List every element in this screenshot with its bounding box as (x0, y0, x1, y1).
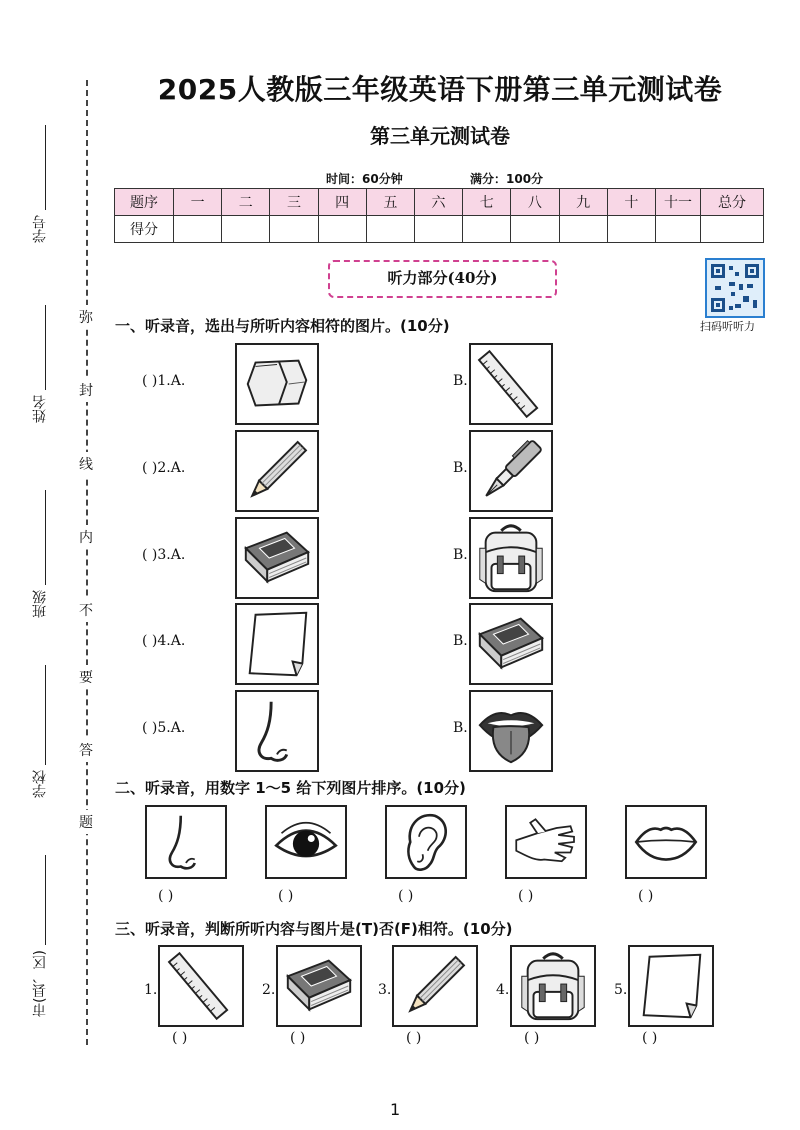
answer-blank[interactable]: ( ) (524, 1030, 540, 1046)
book-icon (471, 605, 551, 683)
score-table-cell: 六 (414, 189, 462, 216)
option-b-label: B. (453, 547, 468, 563)
qr-code-icon[interactable] (705, 258, 765, 318)
score-input-cell[interactable] (559, 216, 607, 243)
ordering-picture[interactable] (145, 805, 227, 879)
page-title: 2025人教版三年级英语下册第三单元测试卷 (157, 73, 723, 106)
score-table-cell: 十 (607, 189, 655, 216)
true-false-picture[interactable] (158, 945, 244, 1027)
score-input-cell[interactable] (701, 216, 764, 243)
score-table-cell: 得分 (115, 216, 174, 243)
name-label: 姓名 (32, 395, 48, 423)
score-table-score-row (115, 216, 764, 243)
score-table-cell: 总分 (701, 189, 764, 216)
option-b-picture[interactable] (469, 690, 553, 772)
answer-blank[interactable]: ( ) (642, 1030, 658, 1046)
class-label: 班级 (32, 590, 48, 618)
answer-blank[interactable]: ( ) (278, 888, 294, 904)
listening-section-banner: 听力部分(40分) (328, 260, 557, 298)
nose-icon (237, 692, 317, 770)
score-table (114, 188, 764, 243)
question-number: ( )4.A. (142, 633, 186, 649)
seal-char: 不 (79, 598, 93, 622)
score-input-cell[interactable] (174, 216, 222, 243)
answer-blank[interactable]: ( ) (518, 888, 534, 904)
city-label: 市(县、区) (32, 950, 48, 1017)
item-number: 1. (144, 982, 158, 998)
section-3-title: 三、听录音，判断所听内容与图片是(T)否(F)相符。(10分) (115, 920, 513, 938)
score-table-cell: 二 (222, 189, 270, 216)
option-b-label: B. (453, 373, 468, 389)
question-number: ( )1.A. (142, 373, 186, 389)
score-table-header-row (115, 189, 764, 216)
score-table-cell: 四 (318, 189, 366, 216)
pen-icon (471, 432, 551, 510)
score-input-cell[interactable] (607, 216, 655, 243)
seal-char: 线 (79, 452, 93, 476)
student-id-label: 学号 (32, 215, 48, 243)
score-input-cell[interactable] (366, 216, 414, 243)
score-input-cell[interactable] (656, 216, 701, 243)
score-input-cell[interactable] (270, 216, 318, 243)
true-false-picture[interactable] (628, 945, 714, 1027)
score-table-cell: 题序 (115, 189, 174, 216)
option-a-picture[interactable] (235, 603, 319, 685)
student-id-line (45, 125, 46, 210)
item-number: 4. (496, 982, 510, 998)
school-label: 学校 (32, 770, 48, 798)
score-table-cell: 七 (463, 189, 511, 216)
answer-blank[interactable]: ( ) (172, 1030, 188, 1046)
page-number: 1 (390, 1100, 401, 1119)
option-b-label: B. (453, 720, 468, 736)
option-b-label: B. (453, 633, 468, 649)
item-number: 2. (262, 982, 276, 998)
full-score-info: 满分：100分 (470, 172, 544, 186)
option-a-picture[interactable] (235, 517, 319, 599)
seal-char: 内 (79, 525, 93, 549)
book-icon (278, 947, 360, 1025)
true-false-picture[interactable] (392, 945, 478, 1027)
ear-icon (387, 807, 465, 877)
option-b-picture[interactable] (469, 603, 553, 685)
score-input-cell[interactable] (222, 216, 270, 243)
qr-caption: 扫码听听力 (700, 320, 755, 333)
class-line (45, 490, 46, 585)
book-icon (237, 519, 317, 597)
answer-blank[interactable]: ( ) (398, 888, 414, 904)
score-table-cell: 九 (559, 189, 607, 216)
ruler-icon (160, 947, 242, 1025)
answer-blank[interactable]: ( ) (158, 888, 174, 904)
question-number: ( )2.A. (142, 460, 186, 476)
name-line (45, 305, 46, 390)
answer-blank[interactable]: ( ) (638, 888, 654, 904)
ordering-picture[interactable] (265, 805, 347, 879)
pencil-icon (394, 947, 476, 1025)
score-input-cell[interactable] (318, 216, 366, 243)
paper-icon (630, 947, 712, 1025)
seal-char: 弥 (79, 305, 93, 329)
ordering-picture[interactable] (505, 805, 587, 879)
hand-icon (507, 807, 585, 877)
school-line (45, 665, 46, 765)
score-table-cell: 三 (270, 189, 318, 216)
option-a-picture[interactable] (235, 343, 319, 425)
option-b-picture[interactable] (469, 343, 553, 425)
lips-icon (627, 807, 705, 877)
seal-char: 题 (79, 810, 93, 834)
option-b-picture[interactable] (469, 430, 553, 512)
score-table-cell: 十一 (656, 189, 701, 216)
schoolbag-icon (471, 519, 551, 597)
option-a-picture[interactable] (235, 690, 319, 772)
item-number: 3. (378, 982, 392, 998)
score-input-cell[interactable] (463, 216, 511, 243)
paper-icon (237, 605, 317, 683)
section-1-title: 一、听录音，选出与所听内容相符的图片。(10分) (115, 317, 450, 335)
time-info: 时间：60分钟 (326, 172, 403, 186)
seal-line (86, 80, 88, 1045)
option-b-picture[interactable] (469, 517, 553, 599)
score-input-cell[interactable] (414, 216, 462, 243)
answer-blank[interactable]: ( ) (406, 1030, 422, 1046)
score-table-cell: 五 (366, 189, 414, 216)
ordering-picture[interactable] (385, 805, 467, 879)
ordering-picture[interactable] (625, 805, 707, 879)
seal-char: 封 (79, 378, 93, 402)
ruler-icon (471, 345, 551, 423)
seal-char: 要 (79, 665, 93, 689)
seal-char: 答 (79, 738, 93, 762)
question-number: ( )5.A. (142, 720, 186, 736)
score-table-cell: 一 (174, 189, 222, 216)
option-b-label: B. (453, 460, 468, 476)
pencil-icon (237, 432, 317, 510)
answer-blank[interactable]: ( ) (290, 1030, 306, 1046)
schoolbag-icon (512, 947, 594, 1025)
section-2-title: 二、听录音，用数字 1～5 给下列图片排序。(10分) (115, 779, 466, 797)
true-false-picture[interactable] (276, 945, 362, 1027)
question-number: ( )3.A. (142, 547, 186, 563)
item-number: 5. (614, 982, 628, 998)
option-a-picture[interactable] (235, 430, 319, 512)
eye-icon (267, 807, 345, 877)
true-false-picture[interactable] (510, 945, 596, 1027)
eraser-icon (237, 345, 317, 423)
city-line (45, 855, 46, 945)
page-subtitle: 第三单元测试卷 (370, 124, 510, 148)
nose-icon (147, 807, 225, 877)
mouth-icon (471, 692, 551, 770)
score-table-cell: 八 (511, 189, 559, 216)
score-input-cell[interactable] (511, 216, 559, 243)
